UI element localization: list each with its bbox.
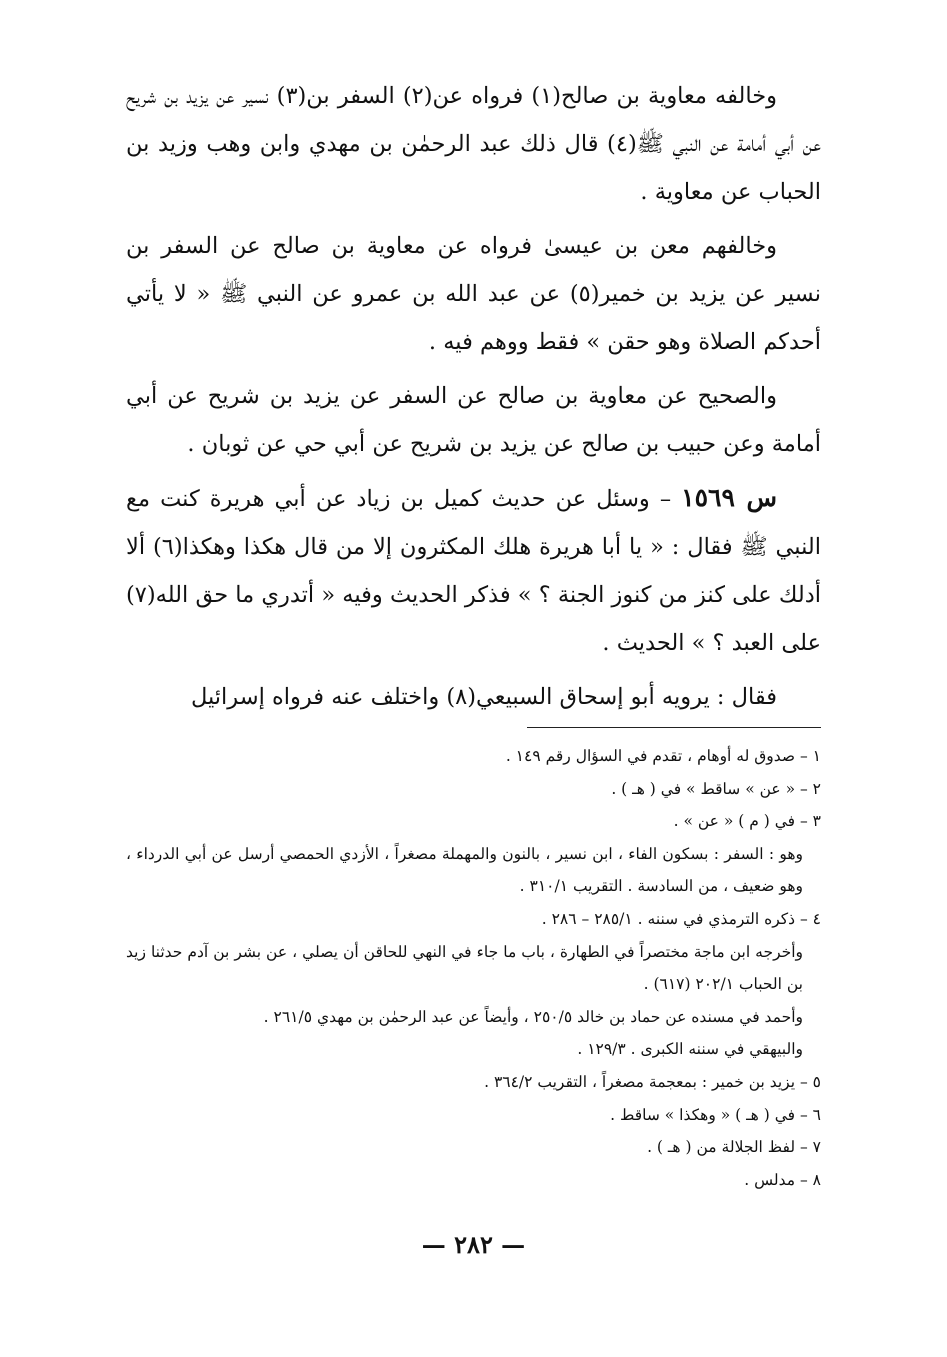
footnote-4: ٤ – ذكره الترمذي في سننه . ٢٨٥/١ – ٢٨٦ . bbox=[541, 909, 821, 928]
footnote-5: ٥ – يزيد بن خمير : بمعجمة مصغراً ، التقريب ٣٦٤/٢ . bbox=[484, 1072, 821, 1091]
question-text: – وسئل عن حديث كميل بن زياد عن أبي هريرة كنت مع النبي ﷺ فقال : « يا أبا هريرة هلك المكثرون إلا من قال هكذا وهكذا(٦) ألا أدلك على كنز من كنوز الجنة ؟ » فذكر الحديث وفيه « أتدري ما حق الله(٧) على العبد ؟ » الحديث . bbox=[126, 486, 821, 656]
main-text-body bbox=[126, 72, 821, 721]
page-number: — ٢٨٢ — bbox=[421, 1230, 526, 1259]
footnote-separator bbox=[527, 727, 821, 728]
question-paragraph bbox=[126, 474, 821, 667]
footnotes bbox=[126, 740, 821, 1196]
paragraph-3: والصحيح عن معاوية بن صالح عن السفر عن يزيد بن شريح عن أبي أمامة وعن حبيب بن صالح عن يزيد بن شريح عن أبي حي عن ثوبان . bbox=[126, 383, 821, 457]
footnote-2: ٢ – « عن » ساقط » في ( هـ ) . bbox=[611, 779, 821, 798]
footnote-3: ٣ – في ( م ) « عن » . bbox=[673, 812, 821, 831]
footnote-1: ١ – صدوق له أوهام ، تقدم في السؤال رقم ١٤٩ . bbox=[505, 747, 821, 765]
paragraph-2: وخالفهم معن بن عيسىٰ فرواه عن معاوية بن صالح عن السفر بن نسير عن يزيد بن خمير(٥) عن عبد الله بن عمرو عن النبي ﷺ « لا يأتي أحدكم الصلاة وهو حقن » فقط ووهم فيه . bbox=[126, 233, 821, 355]
footnote-8: ٨ – مدلس . bbox=[744, 1170, 821, 1189]
footnote-3-continuation: وهو : السفر : بسكون الفاء ، ابن نسير ، بالنون والمهملة مصغراً ، الأزدي الحمصي أرسل عن أبي الدرداء ، وهو ضعيف ، من السادسة . التقريب ٣١٠/١ . bbox=[126, 844, 803, 896]
footnote-4-continuation-3: والبيهقي في سننه الكبرى . ١٢٩/٣ . bbox=[577, 1040, 803, 1059]
footnote-4-continuation-2: وأحمد في مسنده عن حماد بن خالد ٢٥٠/٥ ، وأيضاً عن عبد الرحمٰن بن مهدي ٢٦١/٥ . bbox=[263, 1007, 803, 1026]
footnote-6: ٦ – في ( هـ ) « وهكذا » ساقط . bbox=[610, 1105, 821, 1124]
question-number: س ١٥٦٩ bbox=[681, 483, 777, 512]
paragraph-1: وخالفه معاوية بن صالح(١) فرواه عن(٢) السفر بن(٣) نسير عن يزيد بن شريح عن أبي أمامة عن النبي ﷺ(٤) قال ذلك عبد الرحمٰن بن مهدي وابن وهب وزيد بن الحباب عن معاوية . bbox=[126, 83, 821, 205]
paragraph-last: فقال : يرويه أبو إسحاق السبيعي(٨) واختلف عنه فرواه إسرائيل bbox=[190, 684, 777, 710]
footnote-4-continuation-1: وأخرجه ابن ماجة مختصراً في الطهارة ، باب ما جاء في النهي للحاقن أن يصلي ، عن بشر بن آدم حدثنا زيد بن الحباب ٢٠٢/١ (٦١٧) . bbox=[126, 942, 803, 994]
footnote-7: ٧ – لفظ الجلالة من ( هـ ) . bbox=[647, 1138, 821, 1157]
